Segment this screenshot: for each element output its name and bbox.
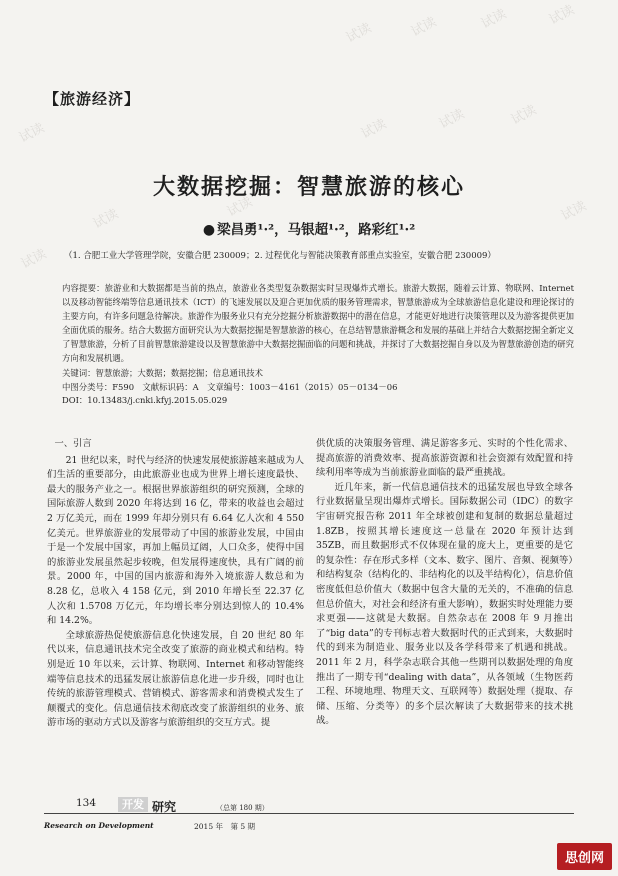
page-number: 134: [76, 797, 97, 809]
abstract-text: 内容提要：旅游业和大数据都是当前的热点，旅游业各类型复杂数据实时呈现爆炸式增长。旅游大数据，随着云计算、物联网、Internet 以及移动智能终端等信息通讯技术（ICT）的飞速发展以及迎合更加优质的服务管理需求，智慧旅游成为全球旅游信息化建设和理论探讨的主要方向，有许多问题急待解决。旅游作为服务业只有充分挖掘分析旅游数据中的潜在信息，才能更好地进行决策管理以及为游客提供更加全面优质的服务。结合大数据方面研究认为大数据挖掘是智慧旅游的核心，在总结智慧旅游概念和发展的基础上并结合大数据挖掘全新定义了智慧旅游，分析了目前智慧旅游建设以及智慧旅游中大数据挖掘面临的问题和挑战，并探讨了大数据挖掘自身以及为智慧旅游创造的研究方向和发展机遇。: [62, 283, 574, 363]
section-heading: 一、引言: [54, 438, 92, 449]
authors: [0, 218, 618, 238]
bullet-icon: ●: [202, 222, 216, 238]
left-column: [47, 437, 304, 731]
abstract: [62, 281, 574, 365]
watermark-text: 试读: [90, 206, 121, 232]
footer-rule: [44, 813, 574, 814]
page-footer: [44, 797, 574, 837]
watermark-text: 试读: [408, 14, 439, 40]
watermark-text: 试读: [508, 102, 539, 128]
issue-total: （总第 180 期）: [216, 804, 269, 812]
body-paragraph: 供优质的决策服务管理、满足游客多元、实时的个性化需求、提高旅游的消费效率、提高旅游资源和社会资源有效配置和持续利用率等成为当前旅游业面临的最严重挑战。: [316, 438, 573, 479]
body-paragraph: 全球旅游热促使旅游信息化快速发展，自 20 世纪 80 年代以来，信息通讯技术完全改变了旅游的商业模式和结构。特别是近 10 年以来，云计算、物联网、Internet 和移动智能终端等信息技术的迅猛发展让旅游信息化进一步升级，同时也让传统的旅游管理模式、营销模式、游客需求和消费模式发生了颠覆式的变化。信息通信技术彻底改变了旅游组织的业务、旅游市场的驱动方式以及游客与旅游组织的交互方式。提: [47, 629, 304, 729]
watermark-text: 试读: [546, 2, 577, 28]
issue-date: 2015 年 第 5 期: [194, 822, 256, 831]
journal-english-name: Research on Development: [44, 821, 154, 830]
article-meta: [62, 367, 574, 408]
site-logo[interactable]: 思创网: [557, 843, 612, 870]
journal-name: 研究: [152, 800, 177, 814]
watermark-text: 试读: [436, 106, 467, 132]
body-paragraph: 近几年来，新一代信息通信技术的迅猛发展也导致全球各行业数据量呈现出爆炸式增长。国际数据公司（IDC）的数字宇宙研究报告称 2011 年全球被创建和复制的数据总量超过 1.8ZB，按照其增长速度这一总量在 2020 年预计达到 35ZB，而且数据形式不仅体现在量的庞大上，更重要的是它的复杂性：存在形式多样（文本、数字、图片、音频、视频等）和结构复杂（结构化的、非结构化的以及半结构化），信息价值密度低但总价值大（数据中包含大量的无关的，不准确的信息但总价值大，对社会和经济有重大影响），数据实时处理能力要求更强——这就是大数据。自然杂志在 2008 年 9 月推出了“big data”的专刊标志着大数据时代的正式到来，大数据时代的到来为制造业、服务业以及各学科带来了机遇和挑战。2011 年 2 月，科学杂志联合其他一些期刊以数据处理的角度推出了一期专刊“dealing with data”，从各领域（生物医药工程、环境地理、物理天文、互联网等）数据处理（提取、存储、压缩、分类等）的多个层次解读了大数据带来的技术挑战。: [316, 481, 573, 727]
journal-mark: 开发: [118, 797, 148, 812]
right-column: [316, 437, 573, 729]
watermark-text: 试读: [343, 20, 374, 46]
classification: 中图分类号：F590 文献标识码：A 文章编号：1003－4161（2015）05－0134－06: [62, 381, 398, 392]
keywords: 关键词：智慧旅游；大数据；数据挖掘；信息通讯技术: [62, 368, 263, 378]
watermark-text: 试读: [478, 6, 509, 32]
watermark-text: 试读: [558, 198, 589, 224]
author-list: 梁昌勇¹·²，马银超¹·²，路彩红¹·²: [217, 222, 416, 238]
doi: DOI：10.13483/j.cnki.kfyj.2015.05.029: [62, 395, 228, 406]
watermark-text: 试读: [18, 246, 49, 272]
article-title: 大数据挖掘：智慧旅游的核心: [152, 174, 465, 200]
watermark-text: 试读: [358, 116, 389, 142]
watermark-text: 试读: [16, 120, 47, 146]
affiliation: （1. 合肥工业大学管理学院，安徽合肥 230009；2. 过程优化与智能决策教育部重点实验室，安徽合肥 230009）: [64, 251, 496, 261]
body-paragraph: 21 世纪以来，时代与经济的快速发展使旅游越来越成为人们生活的重要部分，由此旅游业也成为世界上增长速度最快、最大的服务产业之一。根据世界旅游组织的研究预测，全球的国际旅游人数到 2020 年将达到 16 亿，带来的收益也会超过 2 万亿美元，而在 1999 年却分别只有 6.64 亿人次和 4 550 亿美元。世界旅游业的发展带动了中国的旅游业发展，中国由于是一个发展中国家，再加上幅员辽阔，人口众多，使得中国的旅游业发展虽然起步较晚，但发展得速度快，具有广阔的前景。2000 年，中国的国内旅游和海外入境旅游人数总和为 8.28 亿，总收入 4 158 亿元，到 2010 年增长至 22.37 亿人次和 1.5708 万亿元，年均增长率分别达到惊人的 10.4% 和 14.2%。: [47, 454, 304, 627]
watermark-text: 试读: [224, 194, 255, 220]
section-tag: 【旅游经济】: [44, 90, 141, 108]
